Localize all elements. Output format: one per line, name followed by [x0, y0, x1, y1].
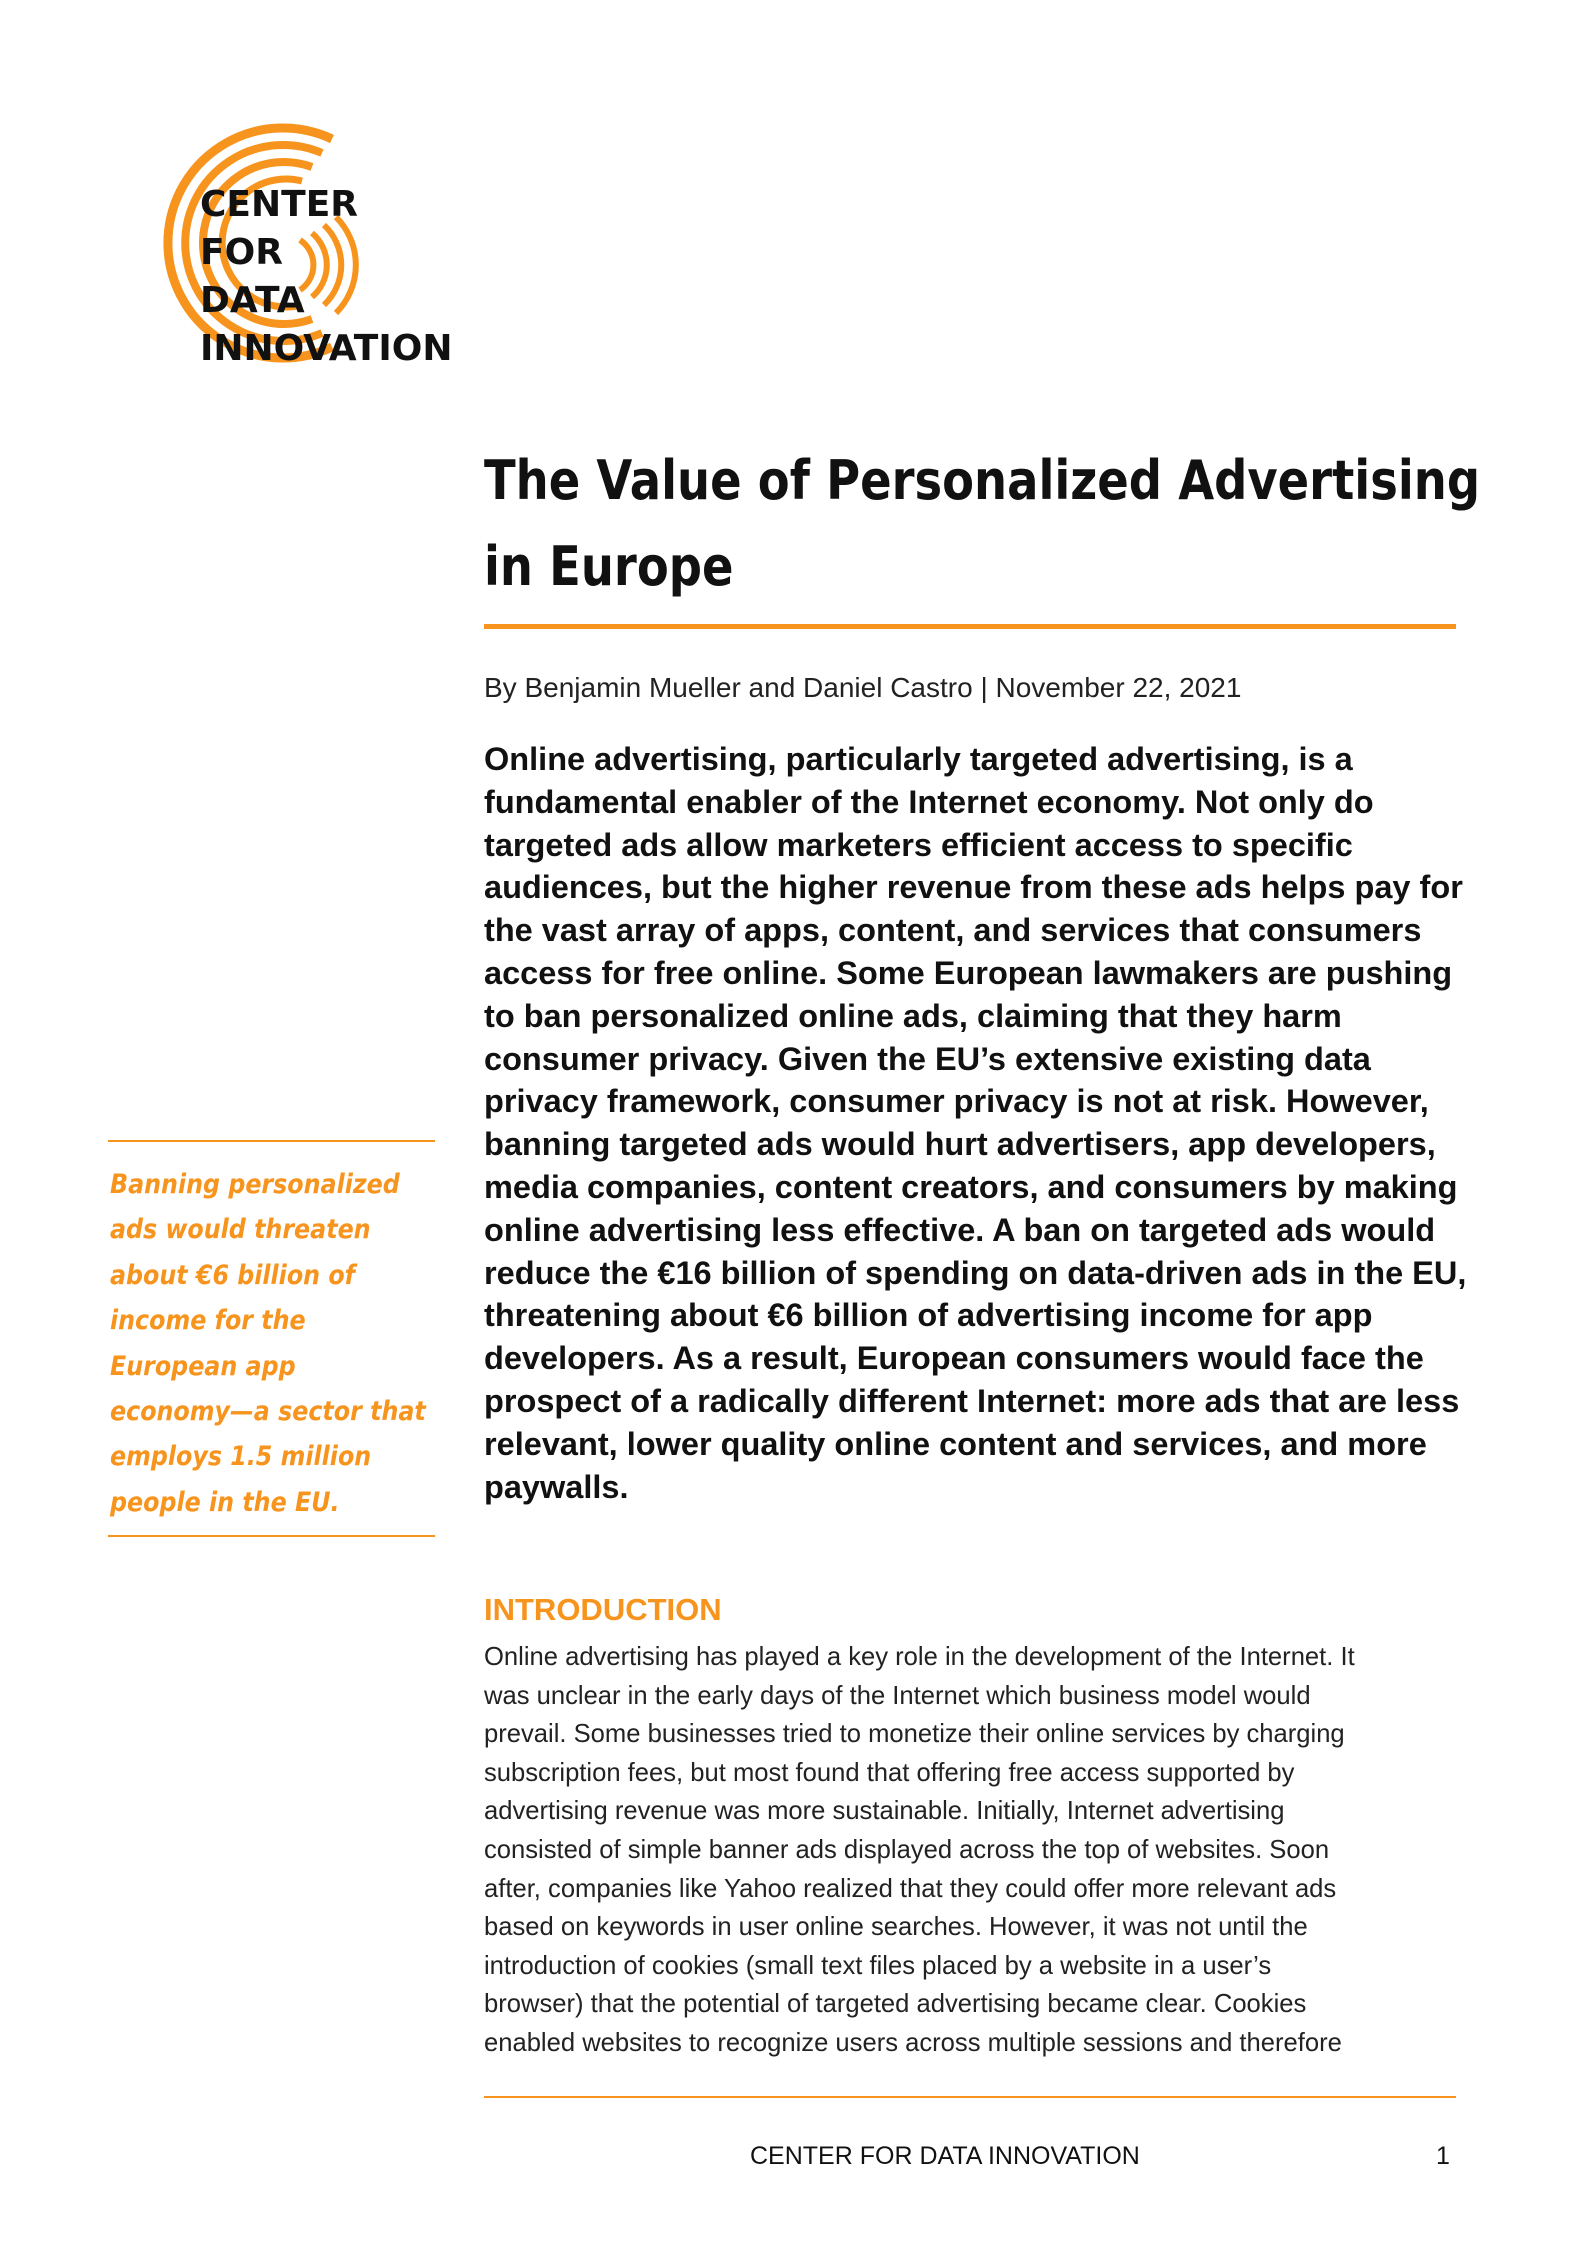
- pull-quote-line: ads would threaten: [110, 1214, 371, 1246]
- title-line-1: The Value of Personalized Advertising: [484, 449, 1481, 512]
- pull-quote-line: employs 1.5 million: [110, 1441, 372, 1473]
- pull-quote-line: about €6 billion of: [110, 1259, 356, 1291]
- logo: [100, 115, 460, 375]
- page-number: 1: [1436, 2142, 1450, 2170]
- body-line: subscription fees, but most found that offering free access supported by: [484, 1758, 1295, 1787]
- body-line: advertising revenue was more sustainable. Initially, Internet advertising: [484, 1797, 1285, 1826]
- section-heading: INTRODUCTION: [484, 1592, 722, 1627]
- logo-line-2: FOR: [200, 232, 283, 273]
- body-line: after, companies like Yahoo realized that they could offer more relevant ads: [484, 1874, 1337, 1903]
- pull-quote-line: economy—a sector that: [110, 1396, 426, 1428]
- body-line: prevail. Some businesses tried to monetize their online services by charging: [484, 1720, 1345, 1749]
- footer-label: CENTER FOR DATA INNOVATION: [750, 2142, 1140, 2170]
- lede-paragraph: Online advertising, particularly targeted advertising, is a fundamental enabler of the Internet economy. Not only do targeted ads allow marketers efficient access to specific audiences, but the higher revenue from these ads helps pay for the vast array of apps, content, and services that consumers access for free online. Some European lawmakers are pushing to ban personalized online ads, claiming that they harm consumer privacy. Given the EU’s extensive existing data privacy framework, consumer privacy is not at risk. However, banning targeted ads would hurt advertisers, app developers, media companies, content creators, and consumers by making online advertising less effective. A ban on targeted ads would reduce the €16 billion of spending on data-driven ads in the EU, threatening about €6 billion of advertising income for app developers. As a result, European consumers would face the prospect of a radically different Internet: more ads that are less relevant, lower quality online content and services, and more paywalls.: [484, 741, 1467, 1505]
- pull-quote-line: European app: [110, 1350, 296, 1382]
- pull-quote: [108, 1140, 435, 1537]
- footer-divider: [484, 2096, 1456, 2098]
- body-paragraph: [484, 1638, 1494, 2063]
- logo-line-4: INNOVATION: [200, 328, 453, 369]
- logo-line-1: CENTER: [200, 184, 359, 225]
- body-line: consisted of simple banner ads displayed across the top of websites. Soon: [484, 1835, 1330, 1864]
- pull-quote-line: income for the: [110, 1305, 306, 1337]
- title-divider: [484, 624, 1456, 629]
- pull-quote-line: people in the EU.: [110, 1486, 340, 1518]
- title-line-2: in Europe: [484, 535, 734, 598]
- logo-line-3: DATA: [200, 280, 305, 321]
- body-line: browser) that the potential of targeted advertising became clear. Cookies: [484, 1990, 1307, 2019]
- page-title: [484, 438, 1481, 610]
- body-line: was unclear in the early days of the Internet which business model would: [484, 1681, 1311, 1710]
- body-line: enabled websites to recognize users across multiple sessions and therefore: [484, 2028, 1342, 2057]
- logo-wordmark: [200, 181, 452, 373]
- body-line: based on keywords in user online searches. However, it was not until the: [484, 1913, 1308, 1942]
- body-line: introduction of cookies (small text files placed by a website in a user’s: [484, 1951, 1272, 1980]
- body-line: Online advertising has played a key role in the development of the Internet. It: [484, 1643, 1355, 1671]
- pull-quote-line: Banning personalized: [110, 1169, 400, 1200]
- byline: By Benjamin Mueller and Daniel Castro | November 22, 2021: [484, 672, 1242, 703]
